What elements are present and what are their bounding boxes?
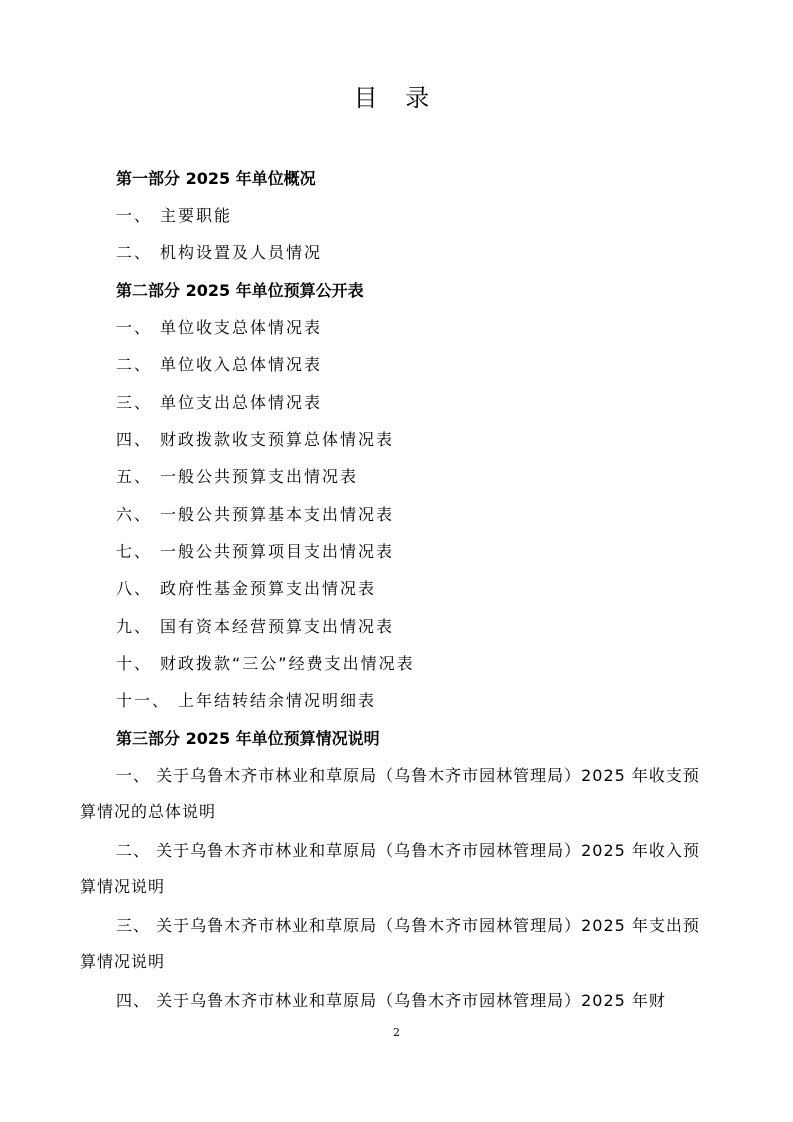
toc-item-text: 单位收支总体情况表 bbox=[160, 318, 323, 337]
toc-item bbox=[116, 504, 394, 526]
page-number: 2 bbox=[393, 1026, 400, 1039]
toc-item bbox=[116, 354, 322, 376]
toc-item bbox=[116, 242, 322, 264]
part-3-heading: 第三部分 2025 年单位预算情况说明 bbox=[116, 729, 380, 748]
toc-paragraph: 三、 关于乌鲁木齐市林业和草原局（乌鲁木齐市园林管理局）2025 年支出预算情况说明 bbox=[80, 916, 700, 971]
toc-item-number: 五、 bbox=[116, 467, 153, 486]
toc-item bbox=[116, 205, 232, 227]
page-title: 目 录 bbox=[353, 84, 440, 112]
toc-item bbox=[116, 429, 394, 451]
toc-item bbox=[116, 578, 376, 600]
toc-item-number: 二、 bbox=[116, 243, 153, 262]
toc-item-number: 十一、 bbox=[116, 691, 171, 710]
toc-item-text: 一般公共预算项目支出情况表 bbox=[160, 542, 395, 561]
toc-item-text: 机构设置及人员情况 bbox=[160, 243, 323, 262]
toc-item-text: 国有资本经营预算支出情况表 bbox=[160, 617, 395, 636]
toc-item-number: 六、 bbox=[116, 505, 153, 524]
toc-item bbox=[116, 653, 415, 675]
toc-item bbox=[116, 690, 376, 712]
toc-item-text: 主要职能 bbox=[160, 206, 233, 225]
toc-item-number: 九、 bbox=[116, 617, 153, 636]
toc-item-number: 三、 bbox=[116, 393, 153, 412]
toc-item-text: 单位支出总体情况表 bbox=[160, 393, 323, 412]
toc-item-number: 十、 bbox=[116, 654, 153, 673]
toc-item bbox=[116, 317, 322, 339]
toc-item-number: 二、 bbox=[116, 355, 153, 374]
toc-item-text: 一般公共预算支出情况表 bbox=[160, 467, 359, 486]
toc-item-text: 政府性基金预算支出情况表 bbox=[160, 579, 377, 598]
toc-item-text: 单位收入总体情况表 bbox=[160, 355, 323, 374]
toc-item-text: 一般公共预算基本支出情况表 bbox=[160, 505, 395, 524]
toc-item bbox=[116, 541, 394, 563]
toc-item-text: 财政拨款“三公”经费支出情况表 bbox=[160, 654, 415, 673]
toc-item bbox=[116, 392, 322, 414]
toc-item-number: 一、 bbox=[116, 318, 153, 337]
part-2-heading: 第二部分 2025 年单位预算公开表 bbox=[116, 281, 364, 300]
toc-item-number: 四、 bbox=[116, 430, 153, 449]
toc-item-text: 财政拨款收支预算总体情况表 bbox=[160, 430, 395, 449]
toc-paragraph: 一、 关于乌鲁木齐市林业和草原局（乌鲁木齐市园林管理局）2025 年收支预算情况的总体说明 bbox=[80, 766, 700, 821]
toc-item bbox=[116, 466, 358, 488]
toc-item-number: 七、 bbox=[116, 542, 153, 561]
toc-item-text: 上年结转结余情况明细表 bbox=[178, 691, 377, 710]
toc-paragraph: 四、 关于乌鲁木齐市林业和草原局（乌鲁木齐市园林管理局）2025 年财 bbox=[116, 991, 666, 1010]
part-1-heading: 第一部分 2025 年单位概况 bbox=[116, 169, 316, 188]
toc-paragraph: 二、 关于乌鲁木齐市林业和草原局（乌鲁木齐市园林管理局）2025 年收入预算情况说明 bbox=[80, 841, 700, 896]
toc-item-number: 八、 bbox=[116, 579, 153, 598]
toc-item bbox=[116, 616, 394, 638]
toc-item-number: 一、 bbox=[116, 206, 153, 225]
